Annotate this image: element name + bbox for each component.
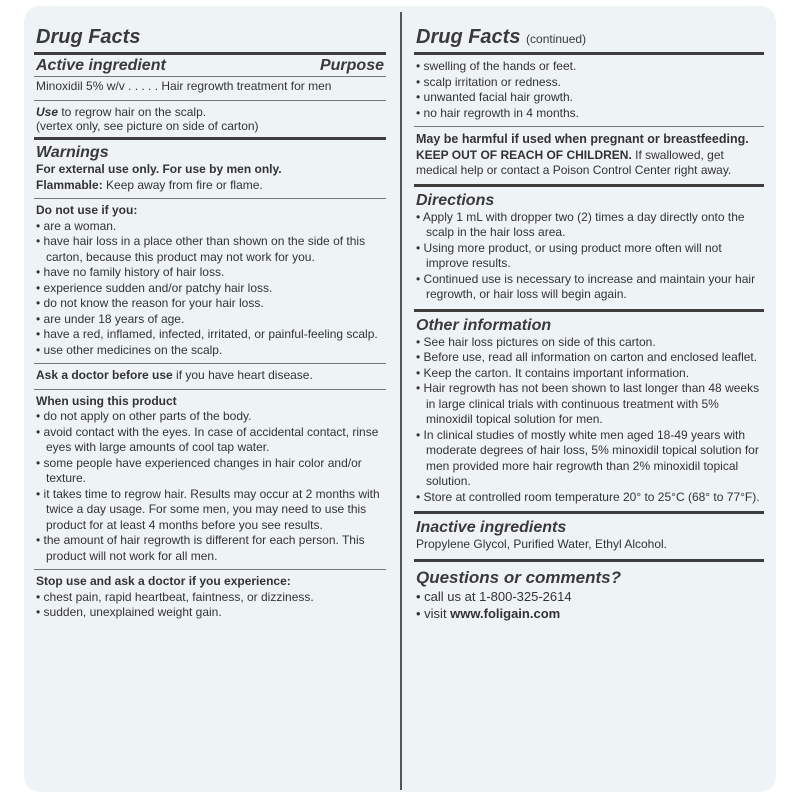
list-item: • are a woman. bbox=[36, 219, 384, 235]
divider bbox=[34, 52, 386, 55]
use-text: to regrow hair on the scalp. bbox=[58, 104, 207, 119]
divider bbox=[34, 198, 386, 199]
divider bbox=[34, 363, 386, 364]
directions-list bbox=[416, 210, 762, 303]
other-information-list bbox=[416, 335, 762, 506]
list-item: • Apply 1 mL with dropper two (2) times a day directly onto the scalp in the hair loss area. bbox=[416, 210, 762, 241]
do-not-use-list bbox=[36, 219, 384, 359]
list-item: • have a red, inflamed, infected, irritated, or painful-feeling scalp. bbox=[36, 327, 384, 343]
list-item: • no hair regrowth in 4 months. bbox=[416, 106, 762, 122]
column-divider bbox=[400, 12, 402, 790]
directions-heading: Directions bbox=[416, 191, 495, 209]
divider bbox=[34, 76, 386, 77]
website-contact bbox=[416, 605, 762, 622]
active-ingredient-header bbox=[36, 56, 384, 75]
list-item: • Hair regrowth has not been shown to last longer than 48 weeks in large clinical trials with continuous treatment with 5% minoxidil topical solution for men. bbox=[416, 381, 762, 428]
continued-label: (continued) bbox=[526, 32, 587, 46]
phone-contact: • call us at 1-800-325-2614 bbox=[416, 588, 762, 605]
divider bbox=[34, 389, 386, 390]
drug-facts-continued-title bbox=[416, 22, 762, 52]
list-item: • Keep the carton. It contains important information. bbox=[416, 366, 762, 382]
drug-facts-title: Drug Facts bbox=[36, 26, 141, 48]
list-item: • the amount of hair regrowth is different for each person. This product will not work for all men. bbox=[36, 533, 384, 564]
divider bbox=[34, 100, 386, 101]
divider bbox=[414, 511, 764, 514]
divider bbox=[414, 52, 764, 55]
list-item: • chest pain, rapid heartbeat, faintness, or dizziness. bbox=[36, 590, 384, 606]
keep-out-detail: If swallowed, get medical help or contact a Poison Control Center right away. bbox=[416, 147, 732, 177]
divider bbox=[34, 569, 386, 570]
list-item: • experience sudden and/or patchy hair loss. bbox=[36, 281, 384, 297]
list-item: • Before use, read all information on carton and enclosed leaflet. bbox=[416, 350, 762, 366]
flammable-label: Flammable: bbox=[36, 177, 103, 192]
external-use-text: For external use only. For use by men only. bbox=[36, 162, 282, 176]
list-item: • Store at controlled room temperature 20° to 25°C (68° to 77°F). bbox=[416, 490, 762, 506]
list-item: • sudden, unexplained weight gain. bbox=[36, 605, 384, 621]
keep-out-label: KEEP OUT OF REACH OF CHILDREN. bbox=[416, 147, 632, 162]
keep-out-text bbox=[416, 148, 762, 179]
use-note: (vertex only, see picture on side of carton) bbox=[36, 119, 259, 133]
when-using-list bbox=[36, 409, 384, 564]
ask-doctor-detail: if you have heart disease. bbox=[172, 368, 313, 382]
contact-list bbox=[416, 588, 762, 622]
list-item: • some people have experienced changes in hair color and/or texture. bbox=[36, 456, 384, 487]
purpose-heading: Purpose bbox=[319, 57, 384, 74]
do-not-use-heading: Do not use if you: bbox=[36, 203, 138, 217]
active-ingredient-heading: Active ingredient bbox=[36, 57, 166, 74]
visit-prefix: visit bbox=[424, 605, 451, 621]
warnings-heading: Warnings bbox=[36, 144, 109, 161]
ask-doctor-label: Ask a doctor before use bbox=[36, 368, 173, 382]
ask-doctor-text bbox=[36, 368, 384, 384]
list-item: • Continued use is necessary to increase and maintain your hair regrowth, or hair loss will begin again. bbox=[416, 272, 762, 303]
list-item: • have hair loss in a place other than shown on the side of this carton, because this product may not work for you. bbox=[36, 234, 384, 265]
use-section bbox=[36, 105, 384, 121]
divider bbox=[414, 309, 764, 312]
stop-use-list bbox=[36, 590, 384, 621]
list-item: • do not know the reason for your hair loss. bbox=[36, 296, 384, 312]
list-item: • are under 18 years of age. bbox=[36, 312, 384, 328]
list-item: • unwanted facial hair growth. bbox=[416, 90, 762, 106]
list-item: • See hair loss pictures on side of this carton. bbox=[416, 335, 762, 351]
left-column bbox=[28, 22, 392, 800]
list-item: • avoid contact with the eyes. In case of accidental contact, rinse eyes with large amounts of cool tap water. bbox=[36, 425, 384, 456]
pregnancy-warning: May be harmful if used when pregnant or breastfeeding. bbox=[416, 132, 749, 146]
continued-list bbox=[416, 59, 762, 121]
divider bbox=[414, 126, 764, 127]
active-ingredient-line: Minoxidil 5% w/v . . . . . Hair regrowth treatment for men bbox=[36, 79, 332, 93]
list-item: • scalp irritation or redness. bbox=[416, 75, 762, 91]
website-url[interactable]: www.foligain.com bbox=[450, 605, 561, 621]
right-column bbox=[408, 22, 770, 800]
list-item: • do not apply on other parts of the body. bbox=[36, 409, 384, 425]
drug-facts-title: Drug Facts bbox=[416, 26, 521, 48]
divider bbox=[414, 184, 764, 187]
other-information-heading: Other information bbox=[416, 316, 552, 334]
flammable-detail: Keep away from fire or flame. bbox=[102, 177, 263, 192]
list-item: • swelling of the hands or feet. bbox=[416, 59, 762, 75]
list-item: • Using more product, or using product more often will not improve results. bbox=[416, 241, 762, 272]
divider bbox=[414, 559, 764, 562]
list-item: • In clinical studies of mostly white men aged 18-49 years with moderate degrees of hair loss, 5% minoxidil topical solution for men provided more hair regrowth than 2% minoxidil topical solution. bbox=[416, 428, 762, 490]
when-using-heading: When using this product bbox=[36, 393, 177, 408]
inactive-ingredients-heading: Inactive ingredients bbox=[416, 519, 567, 536]
list-item: • use other medicines on the scalp. bbox=[36, 343, 384, 359]
list-item: • it takes time to regrow hair. Results may occur at 2 months with twice a day usage. For some men, you may need to use this product for at least 4 months before you see results. bbox=[36, 487, 384, 534]
divider bbox=[34, 137, 386, 140]
list-item: • have no family history of hair loss. bbox=[36, 265, 384, 281]
inactive-ingredients-text: Propylene Glycol, Purified Water, Ethyl Alcohol. bbox=[416, 537, 668, 551]
stop-use-heading: Stop use and ask a doctor if you experience: bbox=[36, 574, 291, 588]
questions-heading: Questions or comments? bbox=[416, 567, 621, 587]
flammable-text bbox=[36, 178, 384, 194]
use-label: Use bbox=[36, 104, 59, 119]
